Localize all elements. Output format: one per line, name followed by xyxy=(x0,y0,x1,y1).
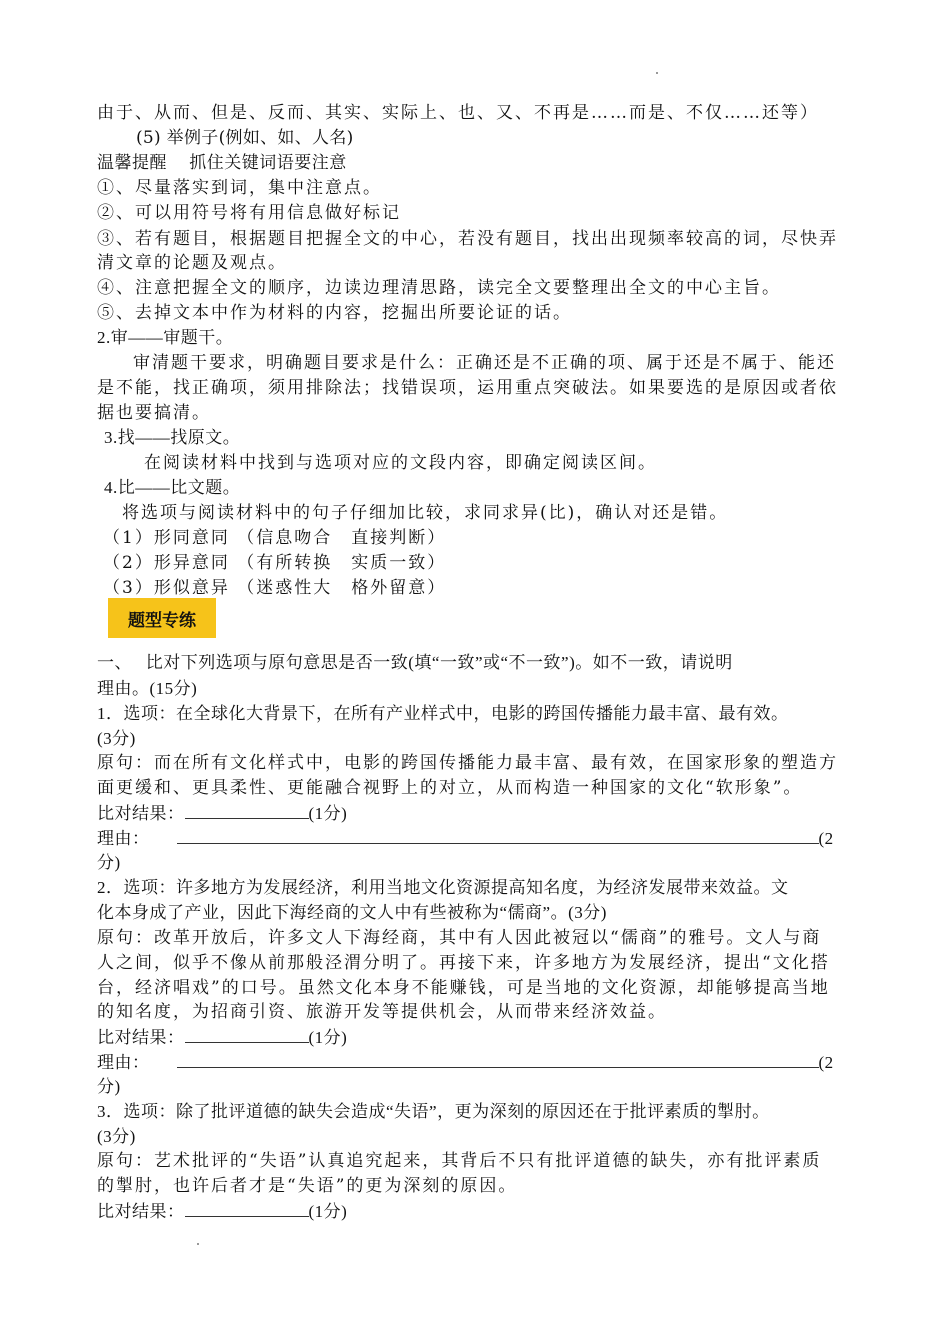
text-line: 是不能，找正确项，须用排除法；找错误项，运用重点突破法。如果要选的是原因或者依 xyxy=(97,378,838,398)
text-line: (5) 举例子(例如、如、人名) xyxy=(136,128,354,148)
text-line: ⑤、去掉文本中作为材料的内容，挖掘出所要论证的话。 xyxy=(97,303,572,323)
q1-option: 1．选项：在全球化大背景下，在所有产业样式中，电影的跨国传播能力最丰富、最有效。 xyxy=(97,704,789,723)
q2-option: 化本身成了产业，因此下海经商的文人中有些被称为“儒商”。(3分) xyxy=(97,903,607,922)
text-line: 4.比——比文题。 xyxy=(104,478,241,497)
text-line: 审清题干要求，明确题目要求是什么：正确还是不正确的项、属于还是不属于、能还 xyxy=(133,353,836,373)
scan-dot xyxy=(656,72,658,74)
q1-reason-blank[interactable] xyxy=(177,826,819,844)
text-line: 将选项与阅读材料中的句子仔细加比较，求同求异(比)，确认对还是错。 xyxy=(122,503,729,523)
q1-original: 面更缓和、更具柔性、更能融合视野上的对立，从而构造一种国家的文化“软形象”。 xyxy=(97,778,803,798)
reason-score: (2 xyxy=(818,1053,834,1072)
result-label: 比对结果： xyxy=(97,804,185,823)
q2-result-row xyxy=(97,1025,347,1050)
q2-reason-blank[interactable] xyxy=(177,1050,819,1068)
q2-original: 原句：改革开放后，许多文人下海经商，其中有人因此被冠以“儒商”的雅号。文人与商 xyxy=(97,928,822,948)
reason-label: 理由： xyxy=(97,1053,150,1072)
text-line: ②、可以用符号将有用信息做好标记 xyxy=(97,203,401,223)
q3-result-row xyxy=(97,1199,347,1224)
q1-option-score: (3分) xyxy=(97,729,136,748)
result-score: (1分) xyxy=(308,1028,348,1047)
q2-original: 人之间，似乎不像从前那般泾渭分明了。再接下来，许多地方为发展经济，提出“文化搭 xyxy=(97,953,830,973)
q1-result-row xyxy=(97,801,347,826)
text-line: 在阅读材料中找到与选项对应的文段内容，即确定阅读区间。 xyxy=(144,453,657,473)
text-line: （3）形似意异 （迷惑性大 格外留意） xyxy=(103,578,447,598)
text-line: （2）形异意同 （有所转换 实质一致） xyxy=(103,553,447,573)
text-line: 2.审——审题干。 xyxy=(97,328,234,347)
text-line: 据也要搞清。 xyxy=(97,403,211,423)
q3-original: 的掣肘，也许后者才是“失语”的更为深刻的原因。 xyxy=(97,1176,518,1196)
q1-result-blank[interactable] xyxy=(185,801,309,819)
q1-original: 原句：而在所有文化样式中，电影的跨国传播能力最丰富、最有效，在国家形象的塑造方 xyxy=(97,753,838,773)
text-line: 由于、从而、但是、反而、其实、实际上、也、又、不再是……而是、不仅……还等） xyxy=(97,103,819,123)
text-line: ①、尽量落实到词，集中注意点。 xyxy=(97,178,382,198)
q1-reason-score-cont: 分) xyxy=(97,853,121,872)
q1-reason-row xyxy=(97,826,834,851)
q2-reason-row xyxy=(97,1050,834,1075)
text-line: （1）形同意同 （信息吻合 直接判断） xyxy=(103,528,447,548)
text-line: 3.找——找原文。 xyxy=(104,428,241,447)
q3-option: 3．选项：除了批评道德的缺失会造成“失语”，更为深刻的原因还在于批评素质的掣肘。 xyxy=(97,1102,770,1121)
q2-reason-score-cont: 分) xyxy=(97,1077,121,1096)
scan-dot xyxy=(197,1243,199,1245)
q2-original: 台，经济唱戏”的口号。虽然文化本身不能赚钱，可是当地的文化资源，却能够提高当地 xyxy=(97,978,830,998)
result-score: (1分) xyxy=(308,1202,348,1221)
section-instruction: 理由。(15分) xyxy=(97,679,198,698)
result-label: 比对结果： xyxy=(97,1028,185,1047)
reason-label: 理由： xyxy=(97,829,150,848)
reason-score: (2 xyxy=(818,829,834,848)
section-banner: 题型专练 xyxy=(108,598,216,638)
q3-original: 原句：艺术批评的“失语”认真追究起来，其背后不只有批评道德的缺失，亦有批评素质 xyxy=(97,1151,822,1171)
text-line: ③、若有题目，根据题目把握全文的中心，若没有题目，找出出现频率较高的词，尽快弄 xyxy=(97,229,838,249)
result-label: 比对结果： xyxy=(97,1202,185,1221)
result-score: (1分) xyxy=(308,804,348,823)
section-instruction: 一、 比对下列选项与原句意思是否一致(填“一致”或“不一致”)。如不一致，请说明 xyxy=(97,653,733,672)
q2-option: 2．选项：许多地方为发展经济，利用当地文化资源提高知名度，为经济发展带来效益。文 xyxy=(97,878,789,897)
q2-original: 的知名度，为招商引资、旅游开发等提供机会，从而带来经济效益。 xyxy=(97,1002,667,1022)
q2-result-blank[interactable] xyxy=(185,1025,309,1043)
text-line: 温馨提醒 抓住关键词语要注意 xyxy=(97,153,347,172)
text-line: ④、注意把握全文的顺序，边读边理清思路，读完全文要整理出全文的中心主旨。 xyxy=(97,278,781,298)
q3-option-score: (3分) xyxy=(97,1127,136,1146)
q3-result-blank[interactable] xyxy=(185,1199,309,1217)
text-line: 清文章的论题及观点。 xyxy=(97,253,287,273)
